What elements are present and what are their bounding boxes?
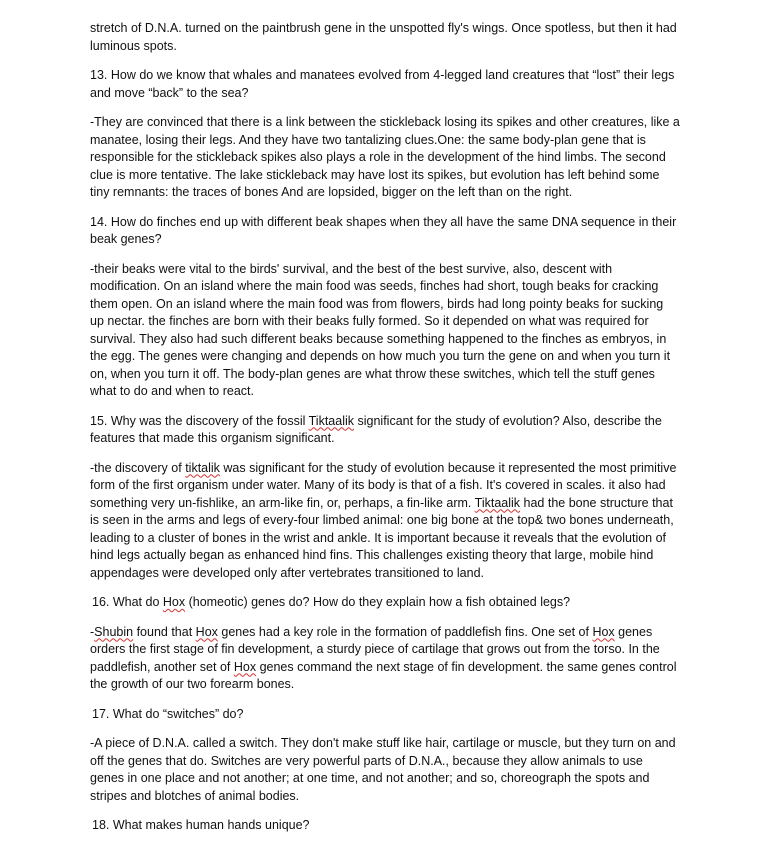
misspelled-word-tiktalik[interactable]: tiktalik bbox=[185, 460, 220, 475]
question-15-text-start: 15. Why was the discovery of the fossil bbox=[90, 413, 309, 428]
misspelled-word-hox[interactable]: Hox bbox=[162, 595, 186, 609]
misspelled-word-hox-3[interactable]: Hox bbox=[592, 624, 615, 639]
answer-16-text-3: genes had a key role in the formation of paddlefish fins. One set of bbox=[217, 624, 593, 639]
answer-15-text-1: -the discovery of bbox=[90, 460, 186, 475]
misspelled-word-hox-2[interactable]: Hox bbox=[195, 624, 218, 639]
answer-14: -their beaks were vital to the birds' survival, and the best of the best survive, also, descent with modification. On an island where the main food was seeds, finches had short, tough beaks for cracking them open. On an island where the main food was from flowers, birds had long pointy beaks for sucking up nectar. the finches are born with their beaks fully formed. So it depended on what was required for survival. They also had such different beaks because something happened to the finches as embryos, in the egg. The genes were changing and depends on how much you turn the gene on and when you turn it on, when you turn it off. The body-plan genes are what throw these switches, which tell the stuff genes what to do and when to react. bbox=[90, 261, 671, 398]
misspelled-word-tiktaalik[interactable]: Tiktaalik bbox=[308, 413, 355, 428]
document-page bbox=[90, 20, 680, 847]
misspelled-word-shubin[interactable]: Shubin bbox=[94, 624, 134, 639]
question-16-text-end: (homeotic) genes do? How do they explain how a fish obtained legs? bbox=[185, 595, 571, 609]
answer-15 bbox=[90, 460, 680, 583]
question-14: 14. How do finches end up with different beak shapes when they all have the same DNA sequence in their beak genes? bbox=[90, 214, 677, 246]
question-18: 18. What makes human hands unique? bbox=[92, 818, 310, 832]
question-17: 17. What do “switches” do? bbox=[92, 706, 244, 721]
answer-13: -They are convinced that there is a link between the stickleback losing its spikes and other creatures, like a manatee, losing their legs. And they have two tantalizing clues.One: the same body-plan gene that is responsible for the stickleback spikes also plays a role in the development of the hind limbs. The second clue is more tentative. The lake stickleback may have lost its spikes, but evolution has left behind some tiny remnants: the traces of bones And are lopsided, bigger on the left than on the right. bbox=[90, 115, 680, 199]
answer-16-text-4: genes orders the first stage of fin development, a sturdy piece of cartilage that grows out from the torso. In the paddlefish, another set of bbox=[90, 624, 660, 674]
paragraph-continuation: stretch of D.N.A. turned on the paintbrush gene in the unspotted fly's wings. Once spotless, but then it had luminous spots. bbox=[90, 21, 677, 53]
question-13: 13. How do we know that whales and manatees evolved from 4-legged land creatures that “lost” their legs and move “back” to the sea? bbox=[90, 68, 675, 100]
answer-16 bbox=[90, 624, 680, 694]
question-15 bbox=[90, 413, 680, 448]
answer-15-text-2: was significant for the study of evolution because it represented the most primitive form of the first organism under water. Many of its body is that of a fish. It's covered in scales. it also had something very un-fishlike, an arm-like fin, or, perhaps, a fin-like arm. bbox=[90, 460, 677, 510]
answer-15-text-3: had the bone structure that is seen in the arms and legs of every-four limbed animal: one big bone at the top& two bones underneath, leading to a cluster of bones in the wrist and ankle. It is important because it reveals that the evolution of hind legs actually began as enhanced hind fins. This challenges existing theory that large, mobile hind appendages were developed only after vertebrates transitioned to land. bbox=[90, 495, 674, 580]
answer-16-text-5: genes command the next stage of fin development. the same genes control the growth of our two forearm bones. bbox=[90, 659, 677, 691]
question-15-text-end: significant for the study of evolution? Also, describe the features that made this organism significant. bbox=[90, 413, 662, 445]
question-16 bbox=[90, 594, 680, 612]
answer-16-text-2: found that bbox=[133, 624, 196, 639]
answer-16-text-1: - bbox=[90, 624, 95, 639]
misspelled-word-tiktaalik-2[interactable]: Tiktaalik bbox=[474, 495, 521, 510]
answer-17: -A piece of D.N.A. called a switch. They don't make stuff like hair, cartilage or muscle, but they turn on and off the genes that do. Switches are very powerful parts of D.N.A., because they allow animals to use genes in one place and not another; at one time, and not another; and so, choreograph the spots and stripes and blotches of animal bodies. bbox=[90, 736, 676, 803]
question-16-text-start: 16. What do bbox=[92, 595, 163, 609]
misspelled-word-hox-4[interactable]: Hox bbox=[233, 659, 257, 674]
